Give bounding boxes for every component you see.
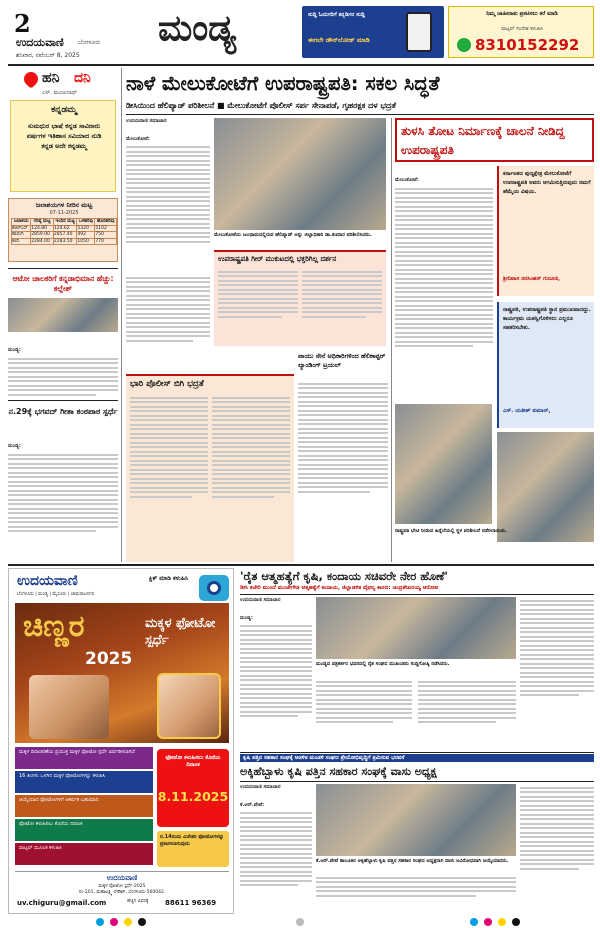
ad-footer-email[interactable]: uv.chiguru@gmail.com	[17, 899, 107, 907]
reservoir-date: 07-11-2025	[49, 210, 79, 216]
left-story-auto-title: ಆಟೋ ಚಾಲಕರಿಗೆ ಕನ್ನಡಾಭಿಮಾನ ಹೆಚ್ಚು: ಕಲ್ಲೇಶ್	[12, 274, 114, 293]
ad-year: 2025	[85, 649, 133, 669]
reservoir-cell: 124.62	[53, 225, 77, 232]
reservoir-cell: ಹಾರಂಗಿ	[12, 232, 31, 239]
reservoir-cell: 124.80	[31, 225, 54, 232]
trial-box-title: ವಾಯು ಸೇನೆ ಅಧಿಕಾರಿಗಳಿಂದ ಹೆಲಿಕಾಪ್ಟರ್ ಲ್ಯಾಂಡಿಂಗ್ ಟ್ರಯಲ್	[298, 352, 386, 369]
trial-box-body	[298, 380, 388, 560]
reservoir-cell: 770	[95, 238, 117, 245]
quote-1-text: ಕರ್ನಾಟಕದ ಪುಣ್ಯಕ್ಷೇತ್ರ ಮೇಲುಕೋಟೆಗೆ ಉಪರಾಷ್ಟ್ರಪತಿ ಅವರು ಆಗಮಿಸುತ್ತಿರುವುದು ನಮಗೆ ಹೆಮ್ಮೆಯ ವಿಷಯ.	[503, 171, 591, 195]
contact-ad-line1: ನಿಮ್ಮ ಜಾಹೀರಾತು ಪ್ರಕಟಿಸಲು ಕರೆ ಮಾಡಿ	[486, 11, 558, 17]
police-box-title: ಭಾರಿ ಪೊಲೀಸ್ ಬಿಗಿ ಭದ್ರತೆ	[130, 379, 204, 389]
lead-subhead: ಡೀಸಿಯಿಂದ ಹೆಲಿಪ್ಯಾಡ್ ಪರಿಶೀಲನೆ ■ ಮೇಲುಕೋಟೆಗೆ ಪೊಲೀಸ್ ಸರ್ಪ ಸೇನಾಪಡೆ, ಗೃಹರಕ್ಷಕ ದಳ ಭದ್ರತೆ	[126, 101, 396, 110]
press-meet-photo	[316, 597, 516, 659]
camera-icon	[199, 575, 229, 601]
farmer-body-b	[316, 678, 412, 750]
ad-info-4: ಫೋಟೋ ಕಳುಹಿಸಲು ಕೊನೆಯ ದಿನಾಂಕ	[15, 819, 153, 841]
honey-column	[8, 68, 118, 264]
poem-text: ಸುಮಧುರ ಭಾಷೆ ಕನ್ನಡ ಸಾವಿರಾರು ವರ್ಷಗಳ ಇತಿಹಾಸ ಸವಿಯಾದ ನುಡಿ ಕನ್ನಡ ಅದೇ ಕನ್ನಡಮ್ಮ	[26, 122, 102, 150]
darshan-box-title: ಉಪರಾಷ್ಟ್ರಪತಿ ಗೀರ್ ಮುಕುಟದಲ್ಲಿ ಭಕ್ತರಿಗಿಲ್ಲ ದರ್ಶನ	[218, 255, 337, 263]
reservoir-table	[8, 198, 118, 262]
reservoir-cell: 5320	[77, 225, 95, 232]
coop-headline: ಅಕ್ಕಿಹೆಬ್ಬಾಳು ಕೃಷಿ ಪತ್ತಿನ ಸಹಕಾರ ಸಂಘಕ್ಕೆ ವಾಸು ಅಧ್ಯಕ್ಷ	[240, 765, 437, 778]
ad-footer-line2: ನಂ-201, ಮಹಾಲಕ್ಷ್ಮಿ ಲೇಔಟ್, ಬೆಂಗಳೂರು-560042.	[78, 890, 166, 895]
coop-byline: ಉದಯವಾಣಿ ಸಮಾಚಾರ	[240, 784, 281, 790]
quote-1-name: ಶ್ರೀನಿವಾಸ ನರಸಿಂಹನ್ ಗುರೂಜಿ,	[503, 276, 561, 282]
dateline: ಮಂಡ್ಯ:	[240, 614, 253, 621]
darshan-box-body-b	[302, 268, 382, 344]
left-story-gita-title: ನ.29ಕ್ಕೆ ಭಗವದ್ ಗೀತಾ ಕಂಠಪಾಠ ಸ್ಪರ್ಧೆ	[8, 407, 118, 416]
left-story-auto	[8, 268, 120, 396]
ad-brand-sub: ಬೆಂಗಳೂರು | ಮಂಡ್ಯ | ಮೈಸೂರು | ಚಾಮರಾಜನಗರ	[17, 592, 94, 597]
masthead	[0, 0, 600, 64]
section-title: ಮಂಡ್ಯ	[158, 7, 237, 49]
reservoir-cell: ಕಬಿನಿ	[12, 238, 31, 245]
police-box-body-b	[212, 394, 290, 560]
ad-info-5: ವಾಟ್ಸಪ್ ಮೂಲಕ ಕಳುಹಿಸಿ	[15, 843, 153, 865]
deadline-label: ಫೋಟೋ ಕಳುಹಿಸಲು ಕೊನೆಯ ದಿನಾಂಕ	[165, 755, 221, 768]
reservoir-cell: 2859.00	[31, 232, 54, 239]
app-ad-line1: ಸುದ್ದಿ ಓದುಗರಿಗೆ ಕನ್ನಡಿಗರ ಸುದ್ದಿ	[308, 12, 365, 18]
ad-tagline: ಕ್ಲಿಕ್ ಮಾಡಿ ಕಳುಹಿಸಿ	[149, 575, 189, 582]
reservoir-header: ಜಲಾಶಯ	[12, 219, 31, 226]
deadline-date: 8.11.2025	[157, 789, 229, 804]
reservoir-cell: ಕೆಆರ್‌ಎಸ್	[12, 225, 31, 232]
ad-visual	[15, 603, 229, 743]
left-story-gita-body	[8, 432, 118, 556]
quote-box-1	[497, 166, 594, 296]
app-ad[interactable]	[302, 6, 444, 58]
edition: ಬೆಂಗಳೂರು	[78, 39, 101, 46]
ad-footer-phone[interactable]: 88611 96369	[165, 899, 217, 907]
registration-marks	[0, 916, 600, 928]
left-story-auto-body	[8, 336, 118, 396]
ad-footer-brand: ಉದಯವಾಣಿ	[106, 874, 138, 882]
reservoir-cell: 750	[95, 232, 117, 239]
poem-box	[10, 100, 116, 192]
ad-info-list	[15, 747, 153, 867]
contact-ad-phone[interactable]: 8310152292	[475, 36, 580, 54]
phone-icon	[406, 12, 432, 52]
lead-column-1	[126, 118, 210, 272]
lead-headline: ನಾಳೆ ಮೇಲುಕೋಟೆಗೆ ಉಪರಾಷ್ಟ್ರಪತಿ: ಸಕಲ ಸಿದ್ಧತೆ	[126, 72, 440, 95]
reservoir-header: ಇಂದಿನ ಮಟ್ಟ	[53, 219, 77, 226]
ad-brand: ಉದಯವಾಣಿ	[17, 573, 78, 589]
ad-footer-line1: ಮಕ್ಕಳ ಫೋಟೋ ಸ್ಪರ್ಧೆ-2025	[98, 884, 146, 889]
whatsapp-icon	[457, 38, 471, 52]
prize-note: ನ.14ರಂದು ವಿಜೇತರ ಫೋಟೋಗಳನ್ನು ಪ್ರಕಟಿಸಲಾಗುವುದು	[157, 831, 229, 867]
police-box	[126, 374, 294, 562]
farmer-headline: 'ರೈತ ಆತ್ಮಹತ್ಯೆಗೆ ಕೃಷಿ, ಕಂದಾಯ ಸಚಿವರೇ ನೇರ ಹೊಣೆ'	[240, 569, 448, 583]
coop-photo-caption: ಕೆ.ಆರ್.ಪೇಟೆ ತಾಲೂಕಿನ ಅಕ್ಕಿಹೆಬ್ಬಾಳು ಕೃಷಿ ಪತ್ತಿನ ಸಹಕಾರ ಸಂಘದ ಅಧ್ಯಕ್ಷರಾಗಿ ವಾಸು ಅವಿರೋಧವಾಗಿ ಆಯ್ಕೆಯಾದರು.	[316, 858, 509, 864]
reservoir-cell: 2857.40	[53, 232, 77, 239]
tulasi-headline: ತುಳಸಿ ತೋಟ ನಿರ್ಮಾಣಕ್ಕೆ ಚಾಲನೆ ನೀಡಿದ್ದ ಉಪರಾಷ್ಟ್ರಪತಿ	[401, 124, 565, 157]
reservoir-cell: 1050	[77, 238, 95, 245]
tulasi-body-a	[395, 166, 493, 428]
ad-info-3: ಆಯ್ಕೆಯಾದ ಫೋಟೋಗಳಿಗೆ ಆಕರ್ಷಕ ಬಹುಮಾನ	[15, 795, 153, 817]
tulasi-headline-box	[395, 118, 594, 162]
coop-body-a	[240, 784, 312, 916]
tulasi-photo-caption: ರಾಷ್ಟ್ರಪತಿ ಭೇಟಿ ನೀಡುವ ಹಿನ್ನೆಲೆಯಲ್ಲಿ ಸ್ಥಳ ಪರಿಶೀಲನೆ ನಡೆಸಲಾಯಿತು.	[395, 528, 508, 534]
deadline-box	[157, 749, 229, 827]
dateline: ಮಂಡ್ಯ:	[8, 443, 21, 449]
darshan-box	[214, 250, 386, 346]
farmer-body-c	[418, 678, 516, 750]
lead-photo-caption: ಮೇಲುಕೋಟೆಯ ಜಲಧಾಮದಲ್ಲಿರುವ ಹೆಲಿಪ್ಯಾಡ್ ಅನ್ನು ಜಿಲ್ಲಾಧಿಕಾರಿ ಡಾ.ಕುಮಾರ ಪರಿಶೀಲಿಸಿದರು.	[214, 232, 372, 238]
ad-footer-contact: ಹೆಚ್ಚಿನ ವಿವರಕ್ಕೆ	[127, 899, 149, 904]
photo-contest-ad[interactable]	[8, 568, 234, 914]
poem-title: ಕನ್ನಡಮ್ಮ	[51, 105, 77, 115]
child-photo-2	[157, 673, 221, 739]
auto-rally-photo	[8, 298, 118, 332]
date-line: ಶನಿವಾರ, ನವೆಂಬರ್ 8, 2025	[16, 52, 80, 59]
honey-title-a: ಹನಿ	[42, 70, 60, 86]
lead-byline: ಉದಯವಾಣಿ ಸಮಾಚಾರ	[126, 118, 167, 124]
quote-box-2	[497, 302, 594, 428]
table-row	[12, 225, 117, 232]
coop-body-b	[316, 874, 516, 916]
quote-2-text: ರಾಷ್ಟ್ರಪತಿ, ಉಪರಾಷ್ಟ್ರಪತಿ ಸ್ಥಾನ ಪ್ರಮುಖವಾದದ್ದು. ಕಾರ್ಯಕ್ರಮ ಯಶಸ್ವಿಗೊಳಿಸಲು ಎಲ್ಲರೂ ಸಹಕರಿಸಬೇಕು.	[503, 307, 591, 331]
paper-name: ಉದಯವಾಣಿ	[16, 36, 64, 49]
tulasi-photo-right	[497, 432, 594, 542]
contact-ad-line2: ವಾಟ್ಸಪ್ ಸಂದೇಶ ಕಳುಹಿಸಿ	[501, 26, 543, 32]
reservoir-header: ಹೊರಹರಿವು	[96, 219, 115, 224]
reservoir-header-row	[12, 219, 117, 226]
ad-info-1: ಮಕ್ಕಳ ದಿನಾಚರಣೆಯ ಪ್ರಯುಕ್ತ ಮಕ್ಕಳ ಫೋಟೋ ಸ್ಪರ್ಧೆ ಏರ್ಪಡಿಸಲಾಗಿದೆ	[15, 747, 153, 769]
page-number: 2	[14, 9, 31, 38]
farmer-body-d	[520, 597, 594, 749]
coop-group-photo	[316, 784, 516, 856]
reservoir-grid	[11, 218, 117, 245]
temple-inspection-photo	[395, 404, 492, 524]
quote-2-name: ಎಸ್. ಯತೀಶ್ ಕುಮಾರ್,	[503, 408, 551, 414]
reservoir-header: ಒಳಹರಿವು	[78, 219, 94, 224]
farmer-body-a	[240, 597, 312, 749]
left-story-gita	[8, 400, 120, 560]
ad-big-word: ಚಿಣ್ಣರ	[23, 609, 85, 644]
child-photo-1	[29, 675, 109, 739]
farmer-byline: ಉದಯವಾಣಿ ಸಮಾಚಾರ	[240, 597, 281, 603]
reservoir-cell: 492	[77, 232, 95, 239]
reservoir-cell: 5102	[95, 225, 117, 232]
reservoir-cell: 2284.00	[31, 238, 54, 245]
reservoir-header: ಗರಿಷ್ಠ ಮಟ್ಟ	[31, 219, 54, 226]
farmer-subhead: ಡೀಸಿ ಕಚೇರಿ ಮುಂದೆ ಮಂಜೇಗೌಡ ಆತ್ಮಹತ್ಯೆಗೆ ಕಂದಾಯ, ಜಿಲ್ಲಾಡಳಿತ ವೈಫಲ್ಯ ಕಾರಣ: ಚಂದ್ರಶೇಖರಯ್ಯ ಆರೋಪ	[240, 585, 439, 591]
reservoir-title: ಜಲಾಶಯಗಳ ನೀರಿನ ಮಟ್ಟ	[35, 201, 93, 209]
honey-title-b: ದನಿ	[74, 70, 91, 86]
ad-footer	[15, 871, 229, 911]
dateline: ಮೇಲುಕೋಟೆ:	[395, 177, 419, 183]
trial-box	[298, 350, 388, 562]
dateline: ಮಂಡ್ಯ:	[8, 347, 21, 353]
coop-kicker: ಕೃಷಿ ಪತ್ತಿನ ಸಹಕಾರ ಸಂಘಕ್ಕೆ ಆಡಳಿತ ಮಂಡಳಿ ಸಂಘದ ಶ್ರೇಯೋಭಿವೃದ್ಧಿಗೆ ಶ್ರಮಿಸುವ ಭರವಸೆ	[240, 754, 594, 762]
ad-info-2: 16 ತಿಂಗಳು ಒಳಗಿನ ಮಕ್ಕಳ ಫೋಟೋಗಳನ್ನು ಕಳುಹಿಸಿ	[15, 771, 153, 793]
dateline: ಕೆ.ಆರ್.ಪೇಟೆ:	[240, 801, 265, 808]
lead-column-2	[126, 274, 210, 372]
honey-byline: ಎಸ್. ಮಂಜುನಾಥ್	[42, 90, 78, 96]
heart-icon	[21, 69, 41, 89]
farmer-photo-caption: ಮಂಡ್ಯದ ಪತ್ರಕರ್ತರ ಭವನದಲ್ಲಿ ರೈತ ಸಂಘದ ಮುಖಂಡರು ಸುದ್ದಿಗೋಷ್ಠಿ ನಡೆಸಿದರು.	[316, 661, 450, 667]
ad-contest: ಮಕ್ಕಳ ಫೋಟೋ ಸ್ಪರ್ಧೆ	[145, 616, 216, 648]
helipad-inspection-photo	[214, 118, 386, 230]
darshan-box-body-a	[218, 268, 298, 344]
police-box-body-a	[130, 394, 208, 560]
contact-ad[interactable]	[448, 6, 594, 58]
reservoir-cell: 2283.50	[53, 238, 77, 245]
app-ad-line2: ಈಗಲೇ ಡೌನ್‌ಲೋಡ್ ಮಾಡಿ	[308, 36, 370, 44]
table-row	[12, 238, 117, 245]
coop-body-c	[520, 784, 594, 916]
dateline: ಮೇಲುಕೋಟೆ:	[126, 135, 150, 142]
